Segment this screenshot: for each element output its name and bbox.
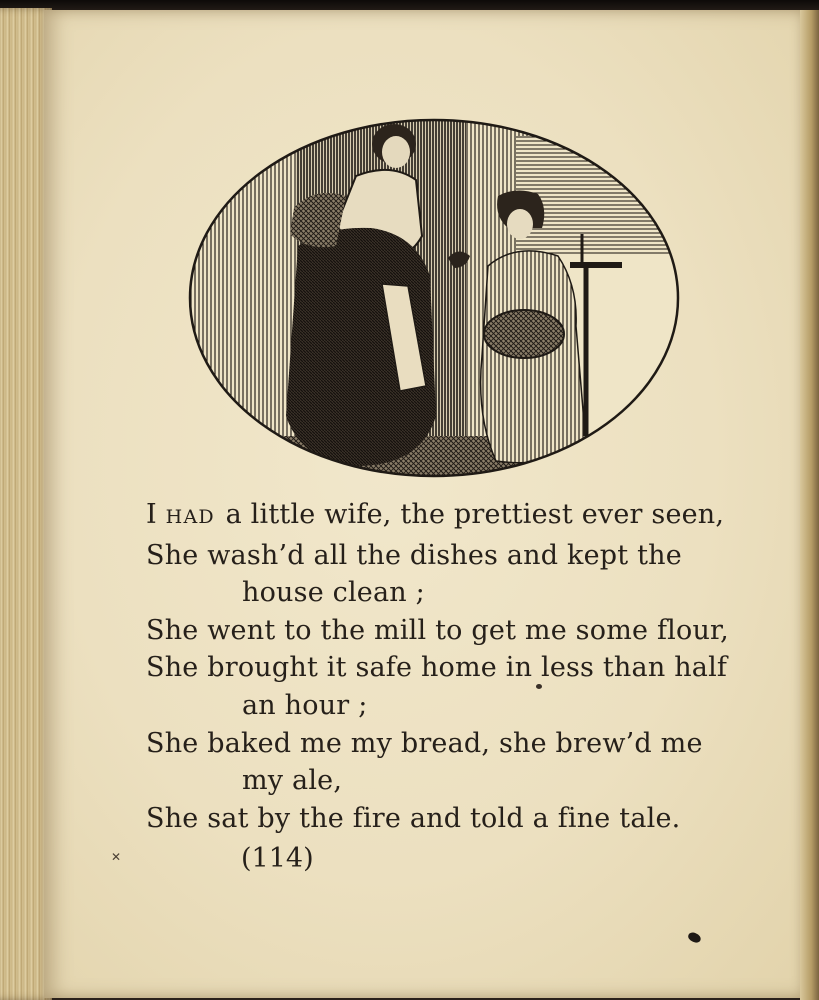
back-wall xyxy=(516,136,682,256)
verse-line-9: She sat by the fire and told a fine tale. xyxy=(146,802,681,834)
verse-line-7: She baked me my bread, she brew’d me xyxy=(146,727,703,759)
ink-speck xyxy=(536,684,542,689)
verse-line-2: She wash’d all the dishes and kept the xyxy=(146,539,682,571)
verse-line-3: house clean ; xyxy=(242,577,425,609)
page-number: (114) xyxy=(241,843,314,874)
margin-mark: ✕ xyxy=(111,850,122,864)
engraving-scene xyxy=(186,116,682,480)
verse-line-1 xyxy=(146,496,726,537)
verse-line-8: my ale, xyxy=(242,765,343,797)
oval-engraving-illustration xyxy=(186,116,682,480)
verse-line-6: an hour ; xyxy=(242,689,368,721)
verse-line-5: She brought it safe home in less than half xyxy=(146,652,728,684)
floor xyxy=(186,436,682,480)
page-edge-right xyxy=(800,10,819,1000)
verse-line-4: She went to the mill to get me some flour, xyxy=(146,614,729,646)
basket xyxy=(484,310,564,358)
verse-line-1-text: a little wife, the prettiest ever seen, xyxy=(225,499,725,530)
nursery-rhyme-verse xyxy=(146,496,729,837)
verse-first-word: I xyxy=(146,499,157,530)
left-wall xyxy=(186,116,296,480)
verse-smallcaps: HAD xyxy=(165,506,215,528)
